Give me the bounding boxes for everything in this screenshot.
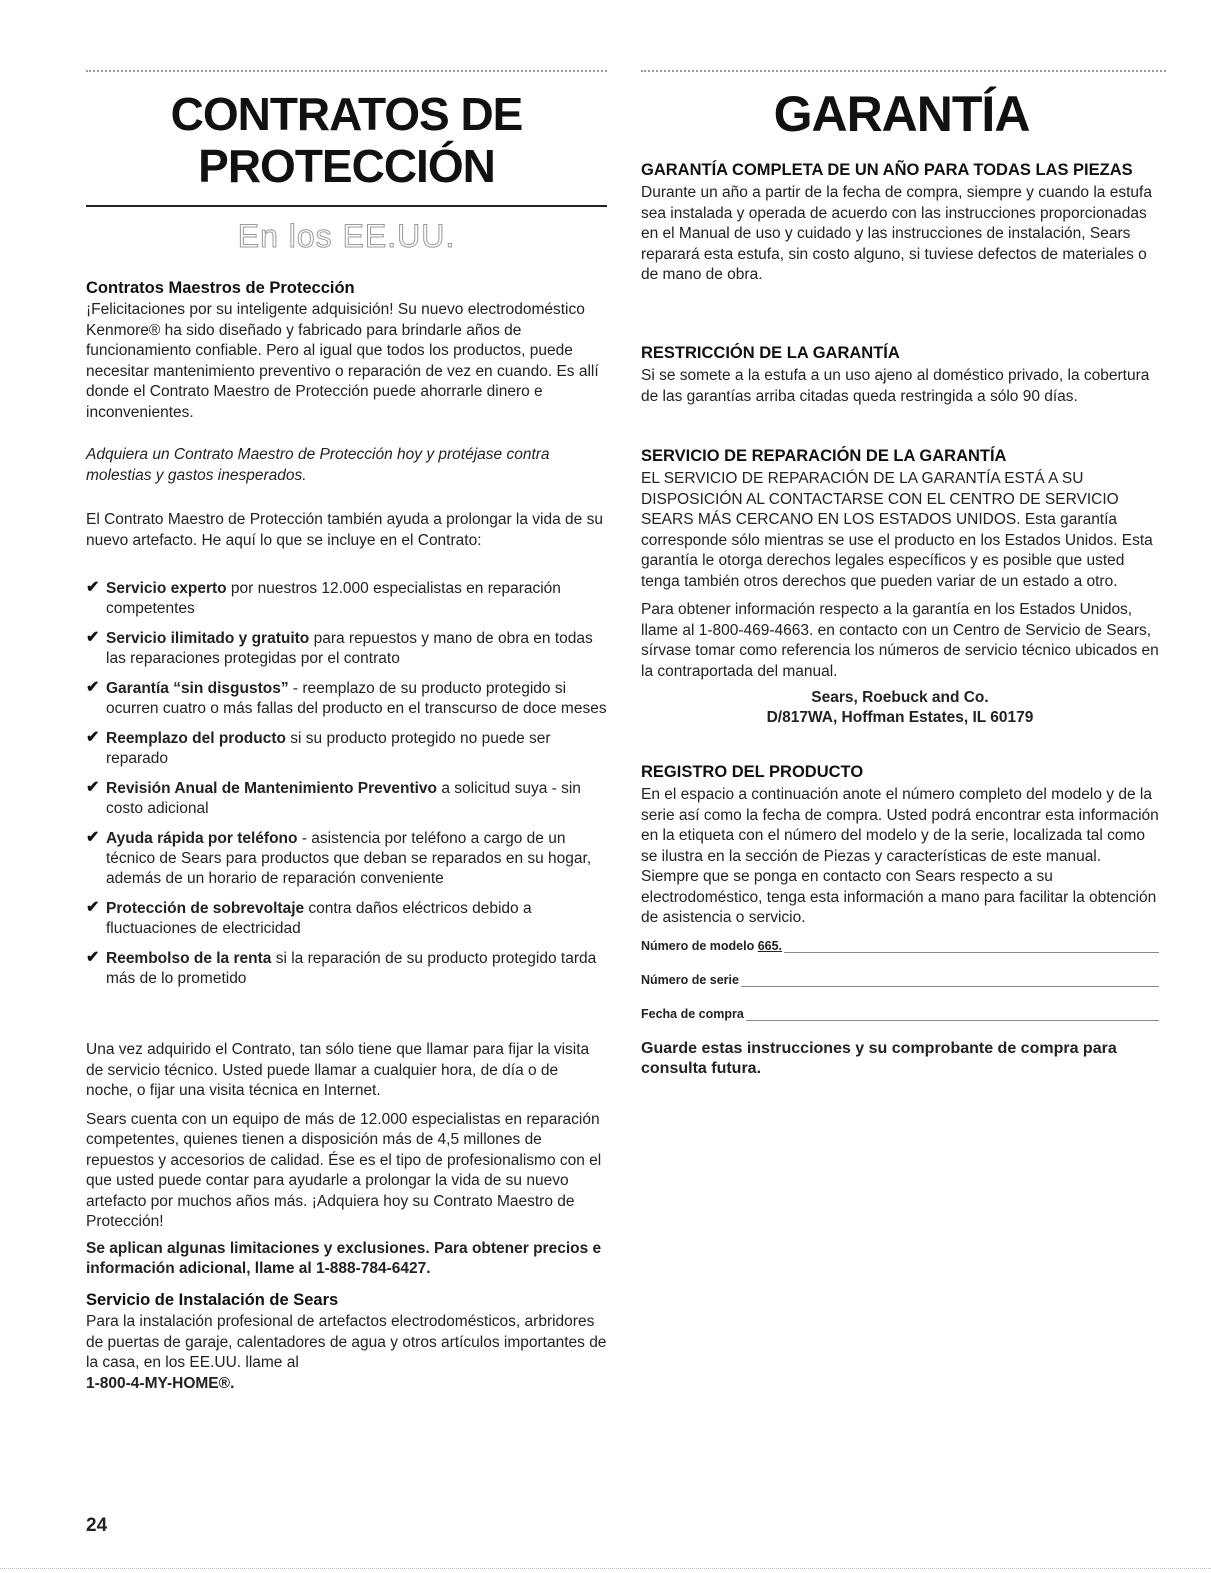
benefit-title: Servicio ilimitado y gratuito <box>106 630 310 647</box>
full-warranty-section <box>641 160 1159 286</box>
keep-instructions: Guarde estas instrucciones y su comprobante de compra para consulta futura. <box>641 1039 1117 1077</box>
install-section <box>86 1290 607 1394</box>
page-number: 24 <box>86 1515 108 1536</box>
service-section <box>641 446 1159 728</box>
check-icon: ✔ <box>86 729 100 746</box>
top-rule-left <box>86 70 607 72</box>
benefit-title: Garantía “sin disgustos” <box>106 680 289 697</box>
benefit-text: contra daños eléctricos debido a fluctuaciones de electricidad <box>106 900 532 937</box>
benefit-item <box>86 899 607 939</box>
install-text: Para la instalación profesional de artefactos electrodomésticos, arbridores de puertas de garaje, calentadores de agua y otros artículos importantes de la casa, en los EE.UU. llame al <box>86 1313 607 1371</box>
registration-section <box>641 762 1159 1080</box>
check-icon: ✔ <box>86 779 100 796</box>
serial-number-label: Número de serie <box>641 972 739 987</box>
install-phone: 1-800-4-MY-HOME®. <box>86 1374 235 1392</box>
model-number-value: 665. <box>757 938 783 953</box>
serial-number-field[interactable] <box>641 967 1159 987</box>
sears-team-paragraph: Sears cuenta con un equipo de más de 12.000 especialistas en reparación competentes, quienes tienen a disposición más de 4,5 millones de repuestos y accesorios de calidad. Ése es el tipo de profesionalismo con el que usted puede contar para ayudarle a prolongar la vida de su nuevo artefacto por muchos años más. ¡Adquiera hoy su Contrato Maestro de Protección! <box>86 1110 602 1230</box>
title-line-2: PROTECCIÓN <box>198 140 495 192</box>
service-heading: SERVICIO DE REPARACIÓN DE LA GARANTÍA <box>641 447 1007 465</box>
masters-heading: Contratos Maestros de Protección <box>86 279 355 297</box>
benefit-item <box>86 779 607 819</box>
full-warranty-text: Durante un año a partir de la fecha de compra, siempre y cuando la estufa sea instalada y operada de acuerdo con las instrucciones proporcionadas en el Manual de uso y cuidado y las instrucciones de instalación, Sears reparará esta estufa, sin costo alguno, si tuviese defectos de materiales o de mano de obra. <box>641 184 1152 283</box>
top-rule-right <box>641 70 1166 72</box>
check-icon: ✔ <box>86 629 100 646</box>
benefit-text: a solicitud suya - sin costo adicional <box>106 780 581 817</box>
bottom-rule <box>0 1568 1211 1569</box>
usa-subtitle: En los EE.UU. <box>237 218 456 254</box>
benefit-item <box>86 629 607 669</box>
address-line-2: D/817WA, Hoffman Estates, IL 60179 <box>766 709 1034 726</box>
benefit-item <box>86 949 607 989</box>
benefit-title: Ayuda rápida por teléfono <box>106 830 298 847</box>
benefit-item <box>86 579 607 619</box>
benefit-text: - reemplazo de su producto protegido si ocurren cuatro o más fallas del producto en el transcurso de doce meses <box>106 680 607 717</box>
benefit-title: Revisión Anual de Mantenimiento Preventivo <box>106 780 438 797</box>
closing-section <box>86 1040 607 1280</box>
benefit-item <box>86 679 607 719</box>
italic-callout: Adquiera un Contrato Maestro de Protección hoy y protéjase contra molestias y gastos inesperados. <box>86 446 550 484</box>
registration-text: En el espacio a continuación anote el número completo del modelo y de la serie así como la fecha de compra. Usted podrá encontrar esta información en la etiqueta con el número del modelo y de la serie, localizada tal como se ilustra en la sección de Piezas y características de este manual. Siempre que se ponga en contacto con Sears respecto a su electrodoméstico, tenga esta información a mano para facilitar la obtención de asistencia o servicio. <box>641 786 1159 926</box>
also-paragraph: El Contrato Maestro de Protección también ayuda a prolongar la vida de su nuevo artefacto. He aquí lo que se incluye en el Contrato: <box>86 511 603 549</box>
info-text: Para obtener información respecto a la garantía en los Estados Unidos, llame al 1-800-469-4663. en contacto con un Centro de Servicio de Sears, sírvase tomar como referencia los números de servicio técnico ubicados en la contraportada del manual. <box>641 601 1159 680</box>
model-number-label: Número de modelo <box>641 938 755 953</box>
check-icon: ✔ <box>86 949 100 966</box>
benefit-title: Protección de sobrevoltaje <box>106 900 305 917</box>
benefit-text: para repuestos y mano de obra en todas las reparaciones protegidas por el contrato <box>106 630 593 667</box>
benefit-text: por nuestros 12.000 especialistas en reparación competentes <box>106 580 561 617</box>
protection-title <box>86 88 607 192</box>
address-line-1: Sears, Roebuck and Co. <box>811 689 989 706</box>
masters-intro: ¡Felicitaciones por su inteligente adquisición! Su nuevo electrodoméstico Kenmore® ha sido diseñado y fabricado para brindarle años de funcionamiento confiable. Pero al igual que todos los productos, puede necesitar mantenimiento preventivo o reparación de vez en cuando. Es allí donde el Contrato Maestro de Protección puede ahorrarle dinero e inconvenientes. <box>86 301 599 421</box>
benefit-title: Reembolso de la renta <box>106 950 272 967</box>
title-rule <box>86 205 607 207</box>
benefit-text: - asistencia por teléfono a cargo de un técnico de Sears para productos que deban se reparados en su hogar, además de un horario de reparación conveniente <box>106 830 592 887</box>
registration-heading: REGISTRO DEL PRODUCTO <box>641 763 864 781</box>
full-warranty-heading: GARANTÍA COMPLETA DE UN AÑO PARA TODAS LAS PIEZAS <box>641 161 1133 179</box>
model-number-field[interactable] <box>641 933 1159 953</box>
check-icon: ✔ <box>86 679 100 696</box>
limits-paragraph: Se aplican algunas limitaciones y exclusiones. Para obtener precios e información adicional, llame al 1-888-784-6427. <box>86 1239 602 1277</box>
once-paragraph: Una vez adquirido el Contrato, tan sólo tiene que llamar para fijar la visita de servicio técnico. Usted puede llamar a cualquier hora, de día o de noche, o fijar una visita técnica en Internet. <box>86 1041 590 1099</box>
restriction-heading: RESTRICCIÓN DE LA GARANTÍA <box>641 344 900 362</box>
check-icon: ✔ <box>86 899 100 916</box>
benefit-item <box>86 729 607 769</box>
check-icon: ✔ <box>86 829 100 846</box>
masters-section <box>86 278 607 423</box>
benefit-title: Servicio experto <box>106 580 227 597</box>
benefit-item <box>86 829 607 889</box>
benefits-list <box>86 579 607 999</box>
purchase-date-field[interactable] <box>641 1001 1159 1021</box>
check-icon: ✔ <box>86 579 100 596</box>
install-heading: Servicio de Instalación de Sears <box>86 1291 339 1309</box>
purchase-date-label: Fecha de compra <box>641 1006 744 1021</box>
benefit-text: si la reparación de su producto protegido tarda más de lo prometido <box>106 950 597 987</box>
benefit-text: si su producto protegido no puede ser reparado <box>106 730 551 767</box>
restriction-text: Si se somete a la estufa a un uso ajeno al doméstico privado, la cobertura de las garantías arriba citadas queda restringida a sólo 90 días. <box>641 367 1150 405</box>
title-line-1: CONTRATOS DE <box>170 88 523 140</box>
benefit-title: Reemplazo del producto <box>106 730 286 747</box>
service-text: EL SERVICIO DE REPARACIÓN DE LA GARANTÍA ESTÁ A SU DISPOSICIÓN AL CONTACTARSE CON EL CENTRO DE SERVICIO SEARS MÁS CERCANO EN LOS ESTADOS UNIDOS. Esta garantía corresponde sólo mientras se use el producto en los Estados Unidos. Esta garantía le otorga derechos legales específicos y es posible que usted tenga también otros derechos que pueden variar de un estado a otro. <box>641 470 1153 590</box>
restriction-section <box>641 343 1159 407</box>
warranty-title: GARANTÍA <box>773 86 1030 142</box>
